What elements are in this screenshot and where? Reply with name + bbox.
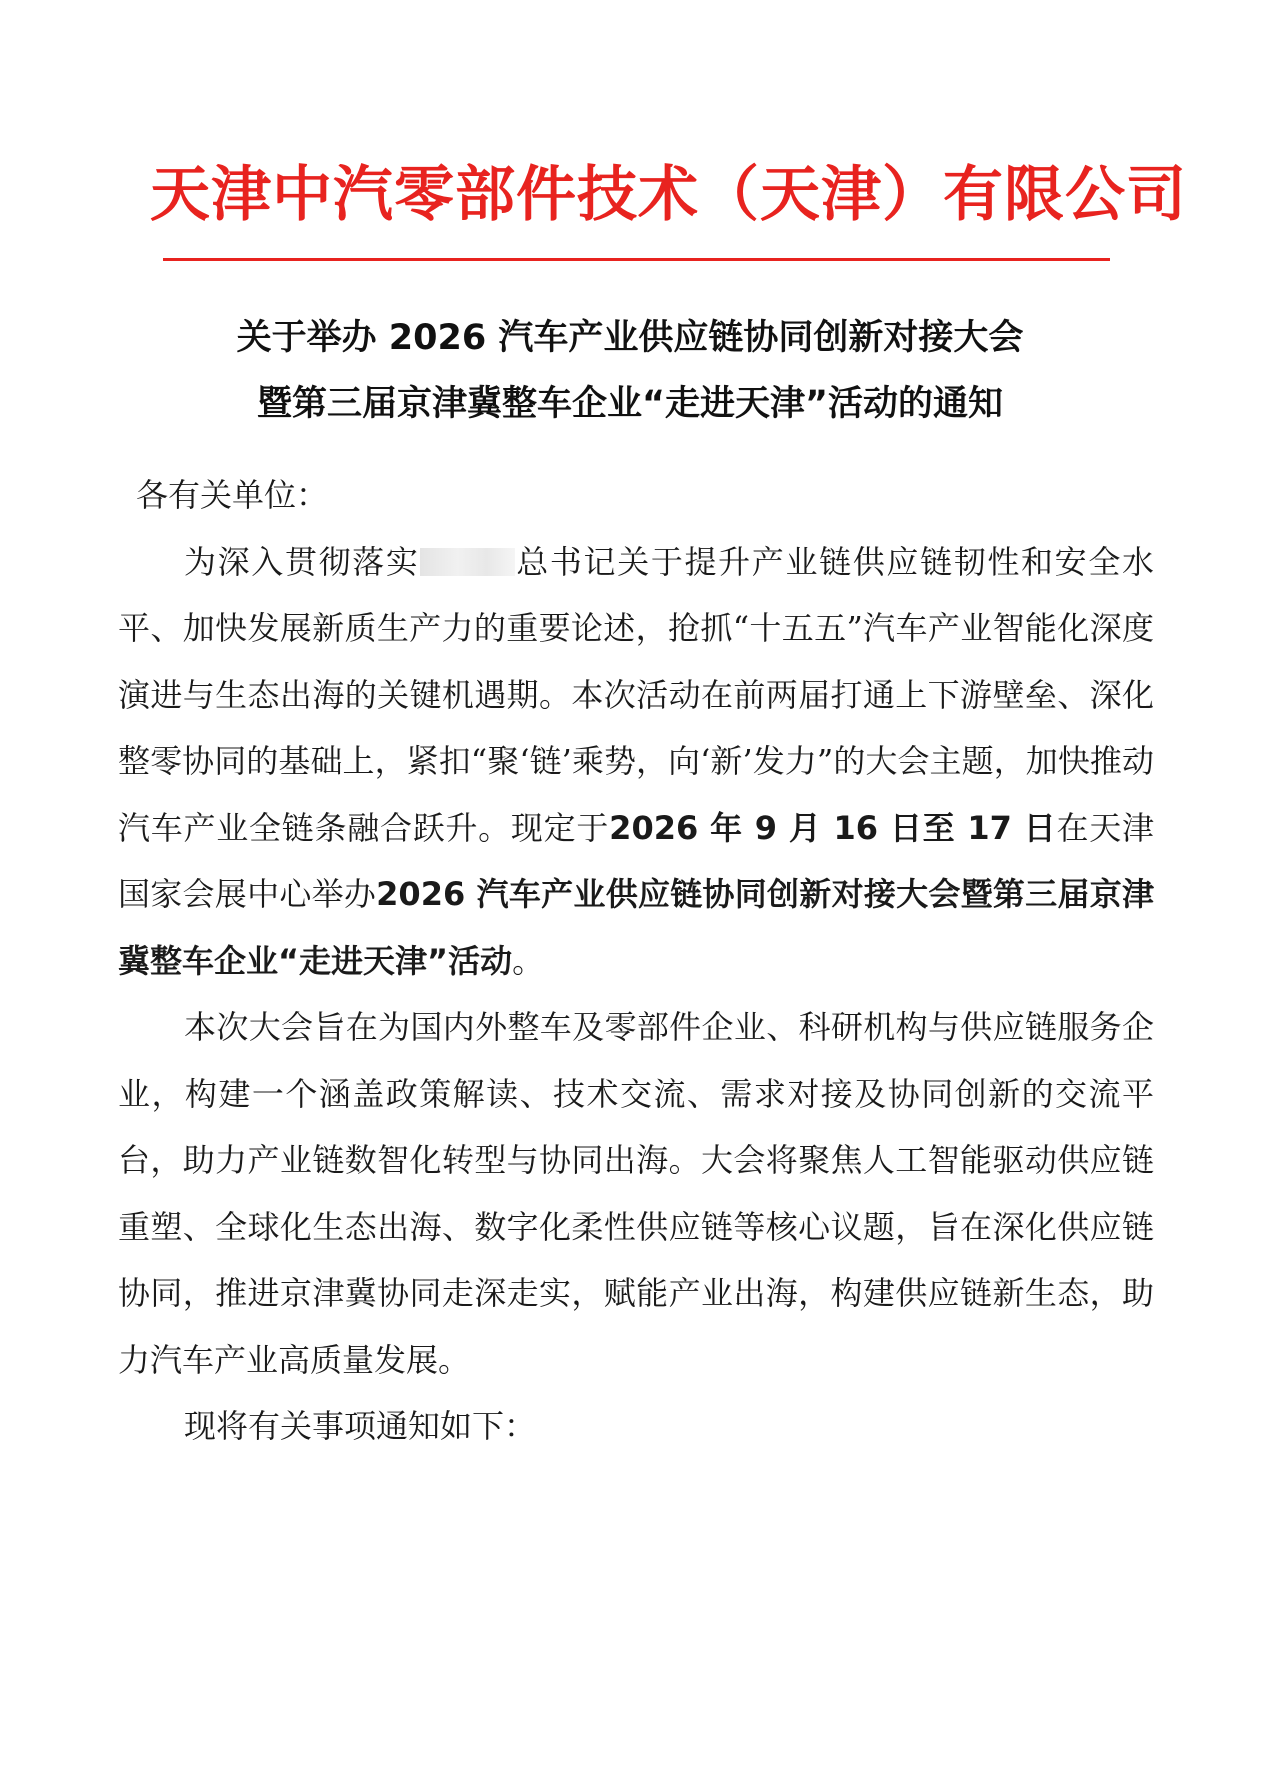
notice-title-line-2: 暨第三届京津冀整车企业“走进天津”活动的通知 [256, 384, 1003, 424]
notice-title [150, 305, 1110, 437]
paragraph-intro-items: 现将有关事项通知如下： [184, 1407, 537, 1445]
paragraph-1-text-a: 为深入贯彻落实 [184, 542, 420, 581]
letterhead-company-name: 天津中汽零部件技术（天津）有限公司 [150, 160, 1187, 230]
notice-title-line-1: 关于举办 2026 汽车产业供应链协同创新对接大会 [236, 318, 1024, 358]
paragraph-1-end: 。 [512, 941, 545, 980]
paragraph-1-text-b: 总书记关于提升产业链供应链韧性和安全水平、加快发展新质生产力的重要论述，抢抓“十五五”汽车产业智能化深度演进与生态出海的关键机遇期。本次活动在前两届打通上下游壁垒、深化整零协同的基础上，紧扣“聚‘链’乘势，向‘新’发力”的大会主题，加快推动汽车产业全链条融合跃升。现定于 [118, 542, 1154, 847]
salutation: 各有关单位： [136, 476, 329, 514]
paragraph-purpose: 本次大会旨在为国内外整车及零部件企业、科研机构与供应链服务企业，构建一个涵盖政策解读、技术交流、需求对接及协同创新的交流平台，助力产业链数智化转型与协同出海。大会将聚焦人工智能驱动供应链重塑、全球化生态出海、数字化柔性供应链等核心议题，旨在深化供应链协同，推进京津冀协同走深走实，赋能产业出海，构建供应链新生态，助力汽车产业高质量发展。 [118, 1008, 1154, 1379]
redaction-mark [420, 548, 515, 576]
notice-body [118, 462, 1154, 1460]
paragraph-background [118, 529, 1154, 995]
event-venue: 在天津国家会展中心举办 [118, 808, 1154, 913]
letterhead-red-rule [163, 258, 1110, 261]
event-date: 2026 年 9 月 16 日至 17 日 [609, 808, 1057, 847]
event-name: 2026 汽车产业供应链协同创新对接大会暨第三届京津冀整车企业“走进天津”活动 [118, 875, 1154, 980]
